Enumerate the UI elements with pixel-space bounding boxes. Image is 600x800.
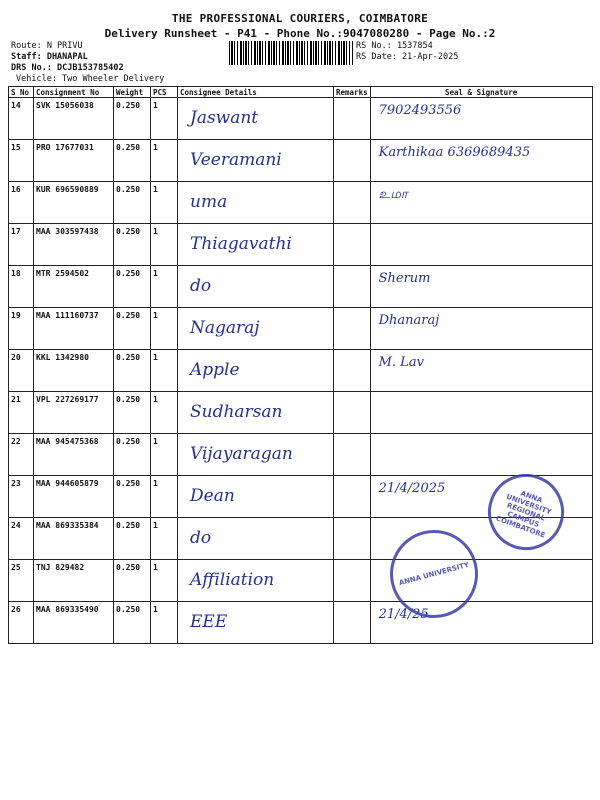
- cell-remarks: [334, 560, 371, 602]
- cell-weight: 0.250: [114, 560, 151, 602]
- col-consignment: Consignment No: [34, 87, 114, 98]
- table-row: [9, 602, 593, 644]
- cell-remarks: [334, 224, 371, 266]
- cell-pcs: 1: [151, 392, 178, 434]
- table-row: [9, 182, 593, 224]
- handwritten-consignee: Veeramani: [190, 150, 282, 170]
- cell-pcs: 1: [151, 98, 178, 140]
- runsheet-title: Delivery Runsheet - P41 - Phone No.:9047080280 - Page No.:2: [104, 27, 496, 40]
- cell-signature: [370, 224, 592, 266]
- cell-sno: 14: [9, 98, 34, 140]
- handwritten-consignee: Dean: [190, 486, 235, 506]
- cell-sno: 20: [9, 350, 34, 392]
- handwritten-consignee: do: [190, 528, 212, 548]
- cell-pcs: 1: [151, 308, 178, 350]
- university-stamp: ANNA UNIVERSITY REGIONAL CAMPUS COIMBATORE: [477, 463, 574, 560]
- table-header-row: [9, 87, 593, 98]
- cell-consignment-no: VPL 227269177: [34, 392, 114, 434]
- handwritten-consignee: uma: [190, 192, 228, 212]
- cell-sno: 17: [9, 224, 34, 266]
- cell-consignee: [178, 308, 334, 350]
- cell-remarks: [334, 266, 371, 308]
- col-signature: Seal & Signature: [370, 87, 592, 98]
- barcode: [229, 41, 353, 65]
- cell-consignee: [178, 392, 334, 434]
- rs-date: RS Date: 21-Apr-2025: [356, 52, 459, 62]
- handwritten-signature: 21/4/2025: [378, 481, 446, 496]
- cell-weight: 0.250: [114, 266, 151, 308]
- cell-consignee: [178, 434, 334, 476]
- cell-weight: 0.250: [114, 602, 151, 644]
- cell-remarks: [334, 602, 371, 644]
- cell-pcs: 1: [151, 140, 178, 182]
- cell-signature: [370, 308, 592, 350]
- cell-pcs: 1: [151, 350, 178, 392]
- cell-signature: [370, 266, 592, 308]
- cell-consignment-no: MAA 869335490: [34, 602, 114, 644]
- company-title: THE PROFESSIONAL COURIERS, COIMBATORE: [171, 12, 429, 25]
- table-row: [9, 434, 593, 476]
- handwritten-signature: Karthikaa 6369689435: [378, 145, 531, 160]
- cell-consignee: [178, 266, 334, 308]
- handwritten-consignee: Affiliation: [190, 570, 275, 590]
- cell-consignment-no: MAA 944605879: [34, 476, 114, 518]
- route-label: Route: N PRIVU: [11, 41, 83, 51]
- handwritten-consignee: Apple: [190, 360, 240, 380]
- cell-sno: 15: [9, 140, 34, 182]
- handwritten-consignee: Jaswant: [190, 108, 259, 128]
- cell-consignee: [178, 98, 334, 140]
- handwritten-consignee: Sudharsan: [190, 402, 283, 422]
- handwritten-consignee: EEE: [190, 612, 228, 632]
- university-seal: ANNA UNIVERSITY: [380, 520, 488, 628]
- cell-consignee: [178, 560, 334, 602]
- cell-consignment-no: MAA 111160737: [34, 308, 114, 350]
- cell-sno: 23: [9, 476, 34, 518]
- cell-pcs: 1: [151, 224, 178, 266]
- cell-sno: 18: [9, 266, 34, 308]
- handwritten-signature: 21/4/25: [378, 607, 429, 622]
- table-row: [9, 560, 593, 602]
- cell-remarks: [334, 476, 371, 518]
- cell-consignment-no: MTR 2594502: [34, 266, 114, 308]
- cell-consignee: [178, 602, 334, 644]
- cell-weight: 0.250: [114, 518, 151, 560]
- handwritten-signature: 7902493556: [378, 103, 462, 118]
- cell-sno: 22: [9, 434, 34, 476]
- cell-weight: 0.250: [114, 434, 151, 476]
- handwritten-signature: Dhanaraj: [378, 313, 440, 328]
- cell-signature: [370, 434, 592, 476]
- table-row: [9, 392, 593, 434]
- cell-weight: 0.250: [114, 182, 151, 224]
- cell-pcs: 1: [151, 476, 178, 518]
- col-weight: Weight: [114, 87, 151, 98]
- cell-remarks: [334, 434, 371, 476]
- cell-consignment-no: MAA 945475368: [34, 434, 114, 476]
- cell-remarks: [334, 182, 371, 224]
- col-remarks: Remarks: [334, 87, 371, 98]
- table-row: [9, 266, 593, 308]
- handwritten-signature: Sherum: [378, 271, 431, 286]
- cell-consignee: [178, 224, 334, 266]
- handwritten-signature: உமா: [378, 187, 408, 202]
- cell-consignment-no: MAA 869335384: [34, 518, 114, 560]
- cell-consignment-no: KUR 696590889: [34, 182, 114, 224]
- cell-pcs: 1: [151, 266, 178, 308]
- cell-sno: 25: [9, 560, 34, 602]
- runsheet-table: [8, 86, 593, 644]
- cell-weight: 0.250: [114, 476, 151, 518]
- cell-remarks: [334, 392, 371, 434]
- cell-signature: [370, 182, 592, 224]
- col-consignee: Consignee Details: [178, 87, 334, 98]
- cell-pcs: 1: [151, 602, 178, 644]
- cell-remarks: [334, 308, 371, 350]
- handwritten-consignee: do: [190, 276, 212, 296]
- cell-sno: 16: [9, 182, 34, 224]
- cell-signature: [370, 602, 592, 644]
- cell-signature: [370, 140, 592, 182]
- table-row: [9, 224, 593, 266]
- cell-consignment-no: TNJ 829482: [34, 560, 114, 602]
- cell-signature: [370, 350, 592, 392]
- cell-remarks: [334, 140, 371, 182]
- cell-weight: 0.250: [114, 98, 151, 140]
- cell-weight: 0.250: [114, 140, 151, 182]
- cell-consignment-no: MAA 303597438: [34, 224, 114, 266]
- cell-remarks: [334, 518, 371, 560]
- cell-consignment-no: PRO 17677031: [34, 140, 114, 182]
- cell-pcs: 1: [151, 518, 178, 560]
- cell-consignee: [178, 140, 334, 182]
- drs-label: DRS No.: DCJB153785402: [11, 63, 124, 73]
- cell-signature: [370, 392, 592, 434]
- cell-consignee: [178, 518, 334, 560]
- cell-sno: 24: [9, 518, 34, 560]
- rs-number: RS No.: 1537854: [356, 41, 433, 51]
- cell-pcs: 1: [151, 434, 178, 476]
- cell-weight: 0.250: [114, 392, 151, 434]
- table-row: [9, 308, 593, 350]
- cell-weight: 0.250: [114, 350, 151, 392]
- col-sno: S No: [9, 87, 34, 98]
- cell-remarks: [334, 350, 371, 392]
- cell-weight: 0.250: [114, 308, 151, 350]
- cell-consignee: [178, 182, 334, 224]
- cell-sno: 19: [9, 308, 34, 350]
- cell-sno: 26: [9, 602, 34, 644]
- cell-pcs: 1: [151, 560, 178, 602]
- handwritten-signature: M. Lav: [378, 355, 424, 370]
- cell-consignment-no: SVK 15056038: [34, 98, 114, 140]
- cell-signature: [370, 98, 592, 140]
- table-row: [9, 350, 593, 392]
- cell-sno: 21: [9, 392, 34, 434]
- table-row: [9, 140, 593, 182]
- cell-consignee: [178, 350, 334, 392]
- handwritten-consignee: Thiagavathi: [190, 234, 292, 254]
- cell-consignment-no: KKL 1342980: [34, 350, 114, 392]
- cell-pcs: 1: [151, 182, 178, 224]
- handwritten-consignee: Vijayaragan: [190, 444, 293, 464]
- cell-consignee: [178, 476, 334, 518]
- handwritten-consignee: Nagaraj: [190, 318, 260, 338]
- table-row: [9, 98, 593, 140]
- col-pcs: PCS: [151, 87, 178, 98]
- cell-remarks: [334, 98, 371, 140]
- vehicle-label: Vehicle: Two Wheeler Delivery: [16, 74, 165, 84]
- staff-label: Staff: DHANAPAL: [11, 52, 88, 62]
- cell-weight: 0.250: [114, 224, 151, 266]
